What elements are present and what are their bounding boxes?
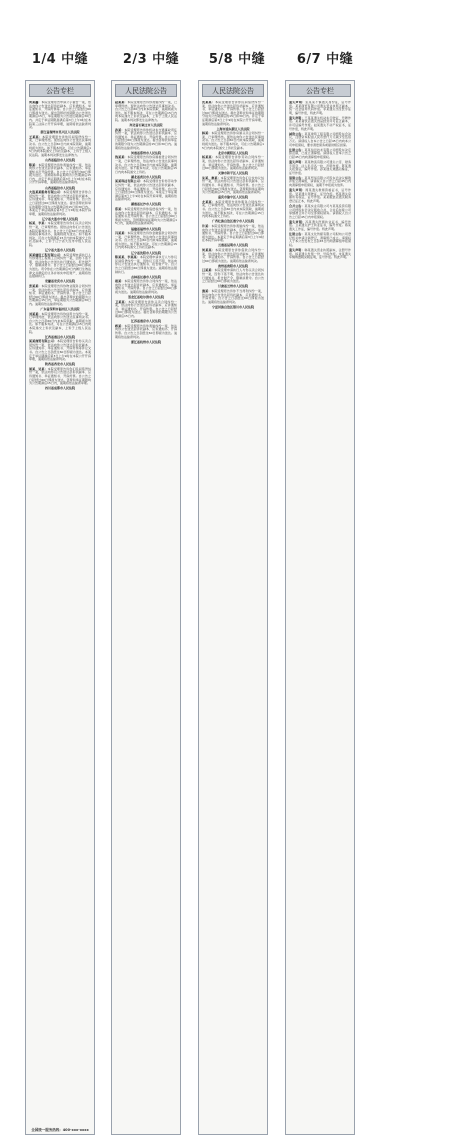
notice-paragraph [289, 177, 351, 188]
court-name: 贵州省贵阳市人民法院 [217, 263, 248, 268]
notice-text: 本院受理原告诉你离婚纠纷一案，依法向你公告送达起诉状副本、应诉通知书、举证通知书、开庭传票。自公告之日起经过60日即视为送达。本案定于举证期满后第3日上午9时在本院开庭审理。 [202, 223, 264, 243]
notice-recipient: 遗失声明： [289, 247, 305, 252]
notice-paragraph [289, 133, 351, 147]
notice-paragraph [29, 164, 91, 186]
strip-title: 公告专栏 [289, 84, 351, 97]
notice-recipient: 何某某： [202, 247, 216, 252]
strip-title: 人民法院公告 [202, 84, 264, 97]
notice-paragraph [115, 129, 177, 151]
notice-recipient: 卫某某： [115, 299, 129, 304]
notice-text: 冯某遗失医师执业证书，编号作废。卫某遗失护士执业证书，编号作废。蒋某遗失工作证，编号作废。特此声明。 [289, 219, 351, 231]
notice-text: 某某文化传媒有限公司拟向公司登记机关申请注销登记，清算组已成立。请债权人于本公告发布之日起45日内向清算组申报债权。 [289, 232, 351, 247]
notice-paragraph [289, 149, 351, 160]
notice-paragraph [202, 225, 264, 243]
notice-paragraph [115, 208, 177, 226]
strip-title: 公告专栏 [29, 84, 91, 97]
notice-text: 本院受理原告诉你物业服务合同纠纷一案，依法向你公告送达起诉状副本、应诉通知书、举证通知书、开庭传票。自公告之日起经过60日即视为送达。提出答辩状的期限为公告期满后15日内，举证期限为公告期满后30日内。逾期将依法缺席判决。 [29, 283, 91, 306]
notice-paragraph [115, 301, 177, 319]
court-name: 江苏省南京市人民法院 [130, 319, 161, 324]
notice-recipient: 沈某某： [202, 101, 216, 104]
notice-recipient: 某某商贸有限公司： [29, 339, 57, 344]
notice-strip-2 [111, 80, 181, 1135]
notice-text: 周某遗失教师资格证书，证号作废。吴某遗失驾驶证，证号作废。郑某遗失房屋所有权证，证号作废。某某服装店遗失税务登记证正本，特此声明。 [289, 188, 351, 203]
notice-text: 本院受理原告诉你服务合同纠纷一案，已审理终结，依法向你公告送达民事判决书。自公告之日起60日内来本院领取，逾期视为送达。如不服本判决，可在公告期满后15日内向本院递交上诉状。 [202, 199, 264, 219]
notice-paragraph [29, 101, 91, 130]
notice-recipient: 刘某某： [29, 311, 42, 316]
notice-paragraph [29, 368, 91, 386]
court-name: 浙江省湖州市吴兴区人民法院 [40, 130, 80, 135]
notice-text: 本院受理原告申请公示催告一案，依法向你公告送达起诉状副本、应诉通知书、举证通知书、开庭传票等。自公告之日起经过60日即视为送达。提出答辩状的期限为公告送达期满后15日，举证期限为公告送达期满后30日内。并定于举证期限届满后第3日上午9时在本院第三法庭公开开庭审理，逾期将依法缺席判决。 [29, 101, 91, 130]
notice-paragraph [115, 180, 177, 202]
notice-recipient: 陈某某、李某某： [115, 255, 140, 260]
notice-paragraph [115, 156, 177, 174]
notice-paragraph [115, 280, 177, 294]
notice-paragraph [289, 205, 351, 219]
notice-text: 某某贸易有限公司股东会决议解散并成立清算组，请债权人自公告之日起45日内向清算组申报债权，逾期不申报视为放弃。 [289, 175, 351, 187]
notice-paragraph [115, 232, 177, 250]
notice-paragraph [202, 156, 264, 170]
notice-text: 韩某遗失营业执照副本，注册号作废。杨某遗失发票一份，号码作废。朱某遗失车辆购置税完税证明，证号作废。特此声明。 [289, 247, 351, 260]
court-name: 四川省成都市人民法院 [44, 386, 75, 391]
notice-text: 本院受理原告诉你民间借贷纠纷一案，已审理终结。现依法向你公告送达民事判决书。自公告之日起60日内来本院领取，逾期则视为送达。如不服本判决，可在公告期满后15日内向本院递交上诉状及副本，上诉于上级人民法院。逾期本判决即发生法律效力。 [29, 134, 91, 157]
notice-text: 本院受理申请执行人与你们民间借贷纠纷一案，因你们下落不明，依法向你们公告送达执行通知书、报告财产令。自公告之日起经过60日即视为送达。逾期将依法强制执行。 [115, 255, 177, 274]
court-name: 甘肃省兰州市人民法院 [217, 284, 248, 289]
notice-paragraph [29, 340, 91, 362]
notice-paragraph [289, 117, 351, 131]
notice-strip-3 [198, 80, 268, 1135]
notice-paragraph [115, 256, 177, 274]
notice-recipient: 陈某： [29, 162, 39, 167]
notice-text: 王某某遗失机动车行驶证，号牌作废。某某餐饮店遗失食品经营许可证正副本，许可证编号作废。赵某遗失不动产权证书，证号作废，特此声明。 [289, 115, 351, 131]
column-header-1: 1/4 中缝 [31, 52, 89, 67]
court-name: 山西省临汾市人民法院 [44, 157, 75, 162]
notice-recipient: 吕某某： [202, 268, 215, 273]
notice-text: 本院受理原告诉你劳动争议纠纷一案，依法向你公告送达起诉状副本、应诉通知书、举证通知书、开庭传票。自公告之日起经过60日即视为送达。本案定于举证期满后第3日上午9时在本院开庭审理，逾期将依法缺席判决。 [115, 179, 177, 202]
notice-recipient: 清算公告： [289, 175, 305, 180]
court-name: 浙江省杭州市人民法院 [130, 339, 161, 344]
notice-recipient: 遗失声明： [289, 115, 305, 120]
notice-recipient: 张某某： [29, 283, 42, 288]
notice-paragraph [29, 136, 91, 158]
notice-text: 本院受理原告诉你房屋租赁合同纠纷一案，已审理终结，依法向你公告送达民事判决书。自公告之日起60日内来本院领取，逾期视为送达。如不服本判决，可在公告期满后15日内向本院递交上诉状。 [115, 155, 177, 174]
court-name: 山西省临汾市人民法院 [44, 185, 75, 190]
court-name: 重庆市渝中区人民法院 [217, 195, 248, 200]
notice-text: 本院受理原告诉你们买卖合同纠纷一案，已审理终结。现依法向你们公告送达本院民事判决书。自公告之日起60日内来本院领取民事判决书，逾期则视为送达。如不服本判决，可在公告期满后15日内向本院递交上诉状及副本，上诉于辽宁省大连市中级人民法院。 [29, 221, 91, 247]
notice-recipient: 尤某某： [202, 199, 216, 204]
notice-recipient: 减资公告： [289, 131, 305, 136]
court-name: 辽宁省沈阳市人民法院 [130, 250, 161, 255]
notice-text: 某某物流有限公司遗失公章、财务专用章、法人私章各一枚，声明作废。陈某遗失报到证，编号作废。孙某遗失道路运输证，证号作废。 [289, 159, 351, 175]
notice-paragraph [29, 285, 91, 307]
column-header-2: 2/3 中缝 [122, 52, 180, 67]
notice-recipient: 钱某某： [115, 155, 128, 160]
notice-recipient: 某某建设工程有限公司： [29, 252, 64, 257]
notice-recipient: 注销公告： [289, 147, 305, 152]
column-header-4: 6/7 中缝 [296, 52, 354, 67]
notice-text: 本院受理原告诉你房屋买卖合同纠纷一案，已审理终结。现依法向你公告送达民事判决书。自公告之日起60日内来本院领取，逾期则视为送达。如不服本判决，可在公告期满后15日内向本院递交上诉状及副本。 [202, 131, 264, 150]
notice-text: 本院受理原告诉你合同纠纷一案，依法向你公告送达起诉状副本、应诉通知书、举证通知书、开庭传票。自公告之日起经过60日即视为送达。逾期将依法缺席判决。 [115, 279, 177, 294]
notice-text: 本院受理原告诉你追偿权纠纷一案，依法向你公告送达起诉状副本、应诉通知书、举证通知书及开庭传票。自公告之日起经过60日即视为送达。答辩期和举证期均为公告期满后15日内，逾期将依法缺席裁判。 [115, 207, 177, 226]
notice-paragraph [115, 325, 177, 339]
notice-recipient: 大连某某船务有限公司： [29, 190, 64, 195]
notice-text: 本院受理原告诉你信用卡纠纷一案，已审理终结，依法向你公告送达民事判决书。自公告之日起60日内来本院领取，逾期视为送达。如不服本判决，可在公告期满后15日内向本院递交上诉状及副本，上诉于上级人民法院。 [29, 311, 91, 334]
court-name: 广东省深圳市福田区人民法院 [40, 306, 80, 311]
notice-text: 本院受理原告诉你不当得利纠纷一案，依法向你公告送达起诉状副本、应诉通知书、开庭传票。自公告之日起经过60日即视为送达。逾期将依法缺席判决。 [202, 288, 264, 304]
notice-text: 本院受理原告诉你买卖合同纠纷一案，依法向你公告送达起诉状副本、应诉通知书、举证通知书、开庭传票。自公告之日起经过60日即视为送达。提出答辩状的期限为公告期满后15日内。 [115, 299, 177, 319]
notice-text: 本院受理原告诉你借款合同纠纷一案，依法向你公告送达起诉状副本、应诉通知书、举证通知书、开庭传票。自公告之日起经过60日即视为送达。逾期将依法缺席判决。 [202, 247, 264, 263]
notice-paragraph [289, 221, 351, 232]
notice-strip-1 [25, 80, 95, 1135]
notice-recipient: 王某某： [29, 134, 43, 139]
court-name: 广西壮族自治区南宁市人民法院 [211, 219, 254, 224]
notice-recipient: 许某： [202, 223, 212, 228]
notice-text: 本院受理原告诉你合同纠纷一案，依法向你公告送达起诉状副本、应诉通知书、举证通知书、开庭传票。自公告之日起经过60日即视为送达。提出答辩状和举证的期限分别为公告期满后的15日和30日内。本案定于举证期满后第3日上午9时在本院开庭审理，逾期将依法缺席判决。 [29, 190, 91, 216]
notice-recipient: 遗失声明： [289, 101, 306, 104]
notice-paragraph [202, 201, 264, 219]
notice-paragraph [289, 161, 351, 175]
court-name: 上海市浦东新区人民法院 [216, 126, 250, 131]
notice-text: 本院受理原告诉你金融借款合同纠纷一案，已审理终结，依法向你公告送达民事判决书。自公告之日起60日内来本院领取，逾期视为送达。如不服本判决，可在公告期满后15日内向本院递交上诉状及副本。 [115, 231, 177, 250]
notice-recipient: 冯某某： [115, 231, 128, 236]
notice-paragraph [29, 254, 91, 279]
notice-recipient: 遗失声明： [289, 159, 305, 164]
notice-text: 本院受理原告诉你们合伙协议纠纷一案，依法向你们公告送达起诉状副本、应诉通知书、举证通知书、开庭传票。自公告之日起经过60日即视为送达。答辩期和举证期均为公告期满后15日内，逾期将依法缺席裁判。 [202, 175, 264, 195]
notice-paragraph [289, 101, 351, 115]
column-header-3: 5/8 中缝 [208, 52, 266, 67]
notice-recipient: 遗失声明： [289, 188, 306, 193]
notice-recipient: 朱某、秦某： [202, 175, 221, 180]
notice-recipient: 周某、吴某： [29, 366, 48, 371]
notice-recipient: 杨某、李某： [29, 221, 48, 226]
notice-text: 本院受理原告诉你们民间借贷纠纷一案，依法向你们公告送达起诉状副本、应诉通知书、举证通知书、开庭传票。自公告之日起经过60日即视为送达。答辩和举证期限均为公告期满后15日内，逾期将依法缺席审理。 [29, 366, 91, 386]
court-name: 北京市朝阳区人民法院 [217, 150, 248, 155]
court-name: 吉林省长春市人民法院 [130, 274, 161, 279]
notice-paragraph [202, 177, 264, 195]
notice-paragraph [29, 222, 91, 247]
court-name: 河北省石家庄市人民法院 [129, 123, 163, 128]
notice-strip-4 [285, 80, 355, 1135]
notice-recipient: 孙某： [115, 127, 125, 132]
notice-text: 本院受理原告诉你劳动合同纠纷一案，依法向你公告送达起诉状副本、应诉通知书、举证通知书、开庭传票。自公告之日起经过60日即视为送达。逾期将依法缺席判决。 [202, 155, 264, 171]
notice-paragraph [289, 249, 351, 260]
notice-text: 某某实业有限公司与某某投资有限公司经股东会决议吸收合并，合并后存续公司承继被合并公司全部债权债务。请债权人自公告之日起45日内申报债权。 [289, 203, 351, 219]
notice-text: 本院受理原告诉你离婚纠纷一案，已审理终结。现依法向你公告送达民事判决书。自公告之日起60日内来本院领取，逾期则视为送达。如不服本判决，可在公告期满后15日内向本院递交上诉状及副本，上诉于上级人民法院。逾期本判决即发生法律效力。 [115, 101, 177, 122]
notice-text: 本院受理申请执行人与你建设工程施工合同纠纷一案，因你下落不明，依法向你公告送达执行通知书、报告财产令、限制消费令。自公告之日起经过60日即视为送达。责令你在公告期满后3日内履行生效法律文书确定的义务并如实申报财产，逾期将依法强制执行。 [29, 252, 91, 279]
notice-text: 某某建筑工程有限公司经股东会决议，注册资本拟由人民币壹仟万元减少至伍佰万元。请债权人自本公告之日起45日内向本公司申报债权，要求清偿债务或提供相应担保。 [289, 131, 351, 147]
notice-recipient: 注销公告： [289, 232, 305, 237]
court-name: 湖南省长沙市人民法院 [130, 202, 161, 207]
notice-paragraph [202, 290, 264, 304]
notice-recipient: 蒋某： [115, 323, 125, 328]
notice-paragraph [29, 313, 91, 335]
notice-recipient: 施某： [202, 288, 212, 293]
notice-recipient: 遗失声明： [289, 219, 306, 224]
notice-paragraph [202, 101, 264, 126]
notice-recipient: 褚某： [115, 279, 125, 284]
notice-recipient: 杨某某： [202, 155, 216, 160]
notice-paragraph [29, 191, 91, 216]
strip-body [29, 101, 91, 1131]
notice-text: 本院受理申请执行人与你买卖合同纠纷一案，因你下落不明，依法向你公告送达执行通知书、报告财产令、限制消费令。自公告之日起经过60日即视为送达。 [202, 268, 264, 284]
notice-text: 本院受理原告诉你民间借贷纠纷一案，依法向你公告送达起诉状副本、应诉通知书、举证通知书、开庭传票。自公告之日起经过60日即视为送达。提出答辩状和举证的期限分别为公告期满后的15日和30日内。并定于举证期满后第3日上午9时在本院公开开庭审理，逾期将依法缺席判决。 [202, 101, 264, 126]
notice-text: 某某信息技术有限公司经股东决定拟注销，已成立清算组。请债权人自本公告之日起45日内向清算组申报债权。 [289, 147, 351, 159]
notice-recipient: 合并公告： [289, 203, 305, 208]
court-name: 江西省南昌市人民法院 [44, 334, 75, 339]
notice-recipient: 某某科技有限公司： [115, 179, 143, 184]
court-name: 河南省郑州市人民法院 [130, 150, 161, 155]
court-name: 天津市和平区人民法院 [217, 171, 248, 176]
court-name: 黑龙江省哈尔滨市人民法院 [127, 295, 164, 300]
notice-recipient: 何某鑫： [29, 101, 42, 104]
court-name: 云南省昆明市人民法院 [217, 243, 248, 248]
notice-paragraph [289, 233, 351, 247]
notice-paragraph [115, 101, 177, 123]
notice-paragraph [202, 132, 264, 150]
notice-recipient: 郑某： [115, 207, 125, 212]
strip-footer: 全国统一服务热线：400-xxx-xxxx [31, 1128, 89, 1132]
court-name: 湖北省武汉市人民法院 [130, 174, 161, 179]
notice-text: 本院受理原告诉你离婚纠纷一案，依法向你公告送达起诉状副本、应诉通知书、开庭传票。自公告之日起经过60日即视为送达。逾期将依法缺席判决。 [115, 323, 177, 339]
notice-paragraph [202, 269, 264, 283]
notice-paragraph [202, 249, 264, 263]
notice-text: 张某某不慎遗失身份证，证号作废。某某商贸有限公司遗失营业执照正副本，统一社会信用代码作废。李某遗失出生医学证明，编号作废，特此声明。 [289, 101, 351, 115]
strip-body [202, 101, 264, 1131]
court-name: 辽宁省大连市中级人民法院 [41, 216, 78, 221]
strip-body [289, 101, 351, 1131]
strip-title: 人民法院公告 [115, 84, 177, 97]
notice-text: 本院受理原告诉你买卖合同纠纷一案，依法向你公告送达起诉状副本、应诉通知书、举证通知书、开庭传票等诉讼文书。自公告之日起经过60日即视为送达。本案定于举证期满后第3日上午9时在本院公开开庭审理，逾期将依法缺席判决。 [29, 339, 91, 362]
court-name: 安徽省安庆市人民法院 [44, 279, 75, 284]
notice-recipient: 赵某某： [115, 101, 128, 104]
court-name: 宁夏回族自治区银川市人民法院 [211, 304, 254, 309]
notice-text: 本院受理原告诉你离婚纠纷一案，依法向你公告送达起诉状副本、应诉通知书、举证通知书及开庭传票。自公告之日起经过60日即视为送达。答辩期和举证期均为公告期满后15日内，并定于举证期满后第3日上午9时在本院公开开庭审理，逾期将依法缺席裁判。 [29, 162, 91, 185]
notice-text: 本院受理原告诉你机动车交通事故责任纠纷一案，依法向你公告送达起诉状副本、应诉通知书、举证通知书、开庭传票。自公告之日起经过60日即视为送达。提出答辩状和举证的期限分别为公告期满后的15日和30日内。逾期将依法缺席判决。 [115, 127, 177, 150]
strip-body [115, 101, 177, 1131]
court-name: 陕西省西安市人民法院 [44, 362, 75, 367]
notice-paragraph [289, 189, 351, 203]
court-name: 福建省福州市人民法院 [130, 226, 161, 231]
court-name: 辽宁省大连市人民法院 [44, 248, 75, 253]
notice-recipient: 韩某： [202, 131, 212, 136]
